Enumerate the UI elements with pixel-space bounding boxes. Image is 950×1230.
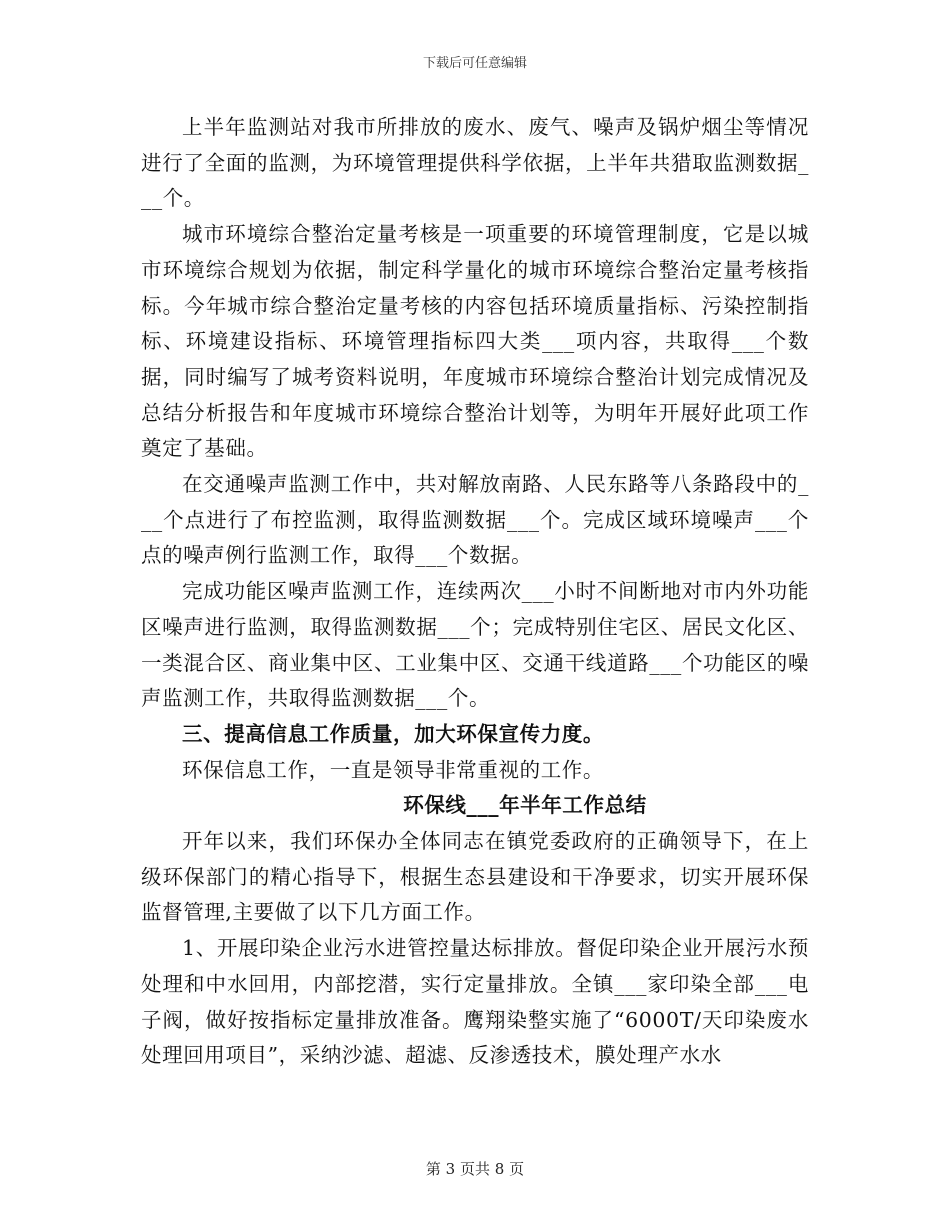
paragraph-traffic-noise: 在交通噪声监测工作中，共对解放南路、人民东路等八条路段中的___个点进行了布控监测，取得监测数据___个。完成区域环境噪声___个点的噪声例行监测工作，取得___个数据。 (141, 472, 809, 568)
paragraph-monitoring-data: 上半年监测站对我市所排放的废水、废气、噪声及锅炉烟尘等情况进行了全面的监测，为环境管理提供科学依据，上半年共猎取监测数据___个。 (141, 115, 809, 211)
paragraph-functional-zone-noise: 完成功能区噪声监测工作，连续两次___小时不间断地对市内外功能区噪声进行监测，取得监测数据___个；完成特别住宅区、居民文化区、一类混合区、商业集中区、工业集中区、交通干线道路___个功能区的噪声监测工作，共取得监测数据___个。 (141, 579, 809, 711)
page-header: 下载后可任意编辑 (422, 56, 527, 71)
section-heading-information: 三、提高信息工作质量，加大环保宣传力度。 (182, 721, 604, 746)
page-footer: 第 3 页共 8 页 (425, 1160, 525, 1178)
document-body (141, 110, 809, 1074)
paragraph-intro: 开年以来，我们环保办全体同志在镇党委政府的正确领导下，在上级环保部门的精心指导下，根据生态县建设和干净要求，切实开展环保监督管理,主要做了以下几方面工作。 (141, 829, 809, 925)
paragraph-information-work: 环保信息工作，一直是领导非常重视的工作。 (182, 757, 604, 782)
paragraph-item-1: 1、开展印染企业污水进管控量达标排放。督促印染企业开展污水预处理和中水回用，内部挖潜，实行定量排放。全镇___家印染全部___电子阀，做好按指标定量排放准备。鹰翔染整实施了“6000T/天印染废水处理回用项目”，采纳沙滤、超滤、反渗透技术，膜处理产水水 (141, 936, 809, 1068)
document-title: 环保线___年半年工作总结 (403, 793, 647, 818)
paragraph-urban-assessment: 城市环境综合整治定量考核是一项重要的环境管理制度，它是以城市环境综合规划为依据，制定科学量化的城市环境综合整治定量考核指标。今年城市综合整治定量考核的内容包括环境质量指标、污染控制指标、环境建设指标、环境管理指标四大类___项内容，共取得___个数据，同时编写了城考资料说明，年度城市环境综合整治计划完成情况及总结分析报告和年度城市环境综合整治计划等，为明年开展好此项工作奠定了基础。 (141, 222, 809, 461)
